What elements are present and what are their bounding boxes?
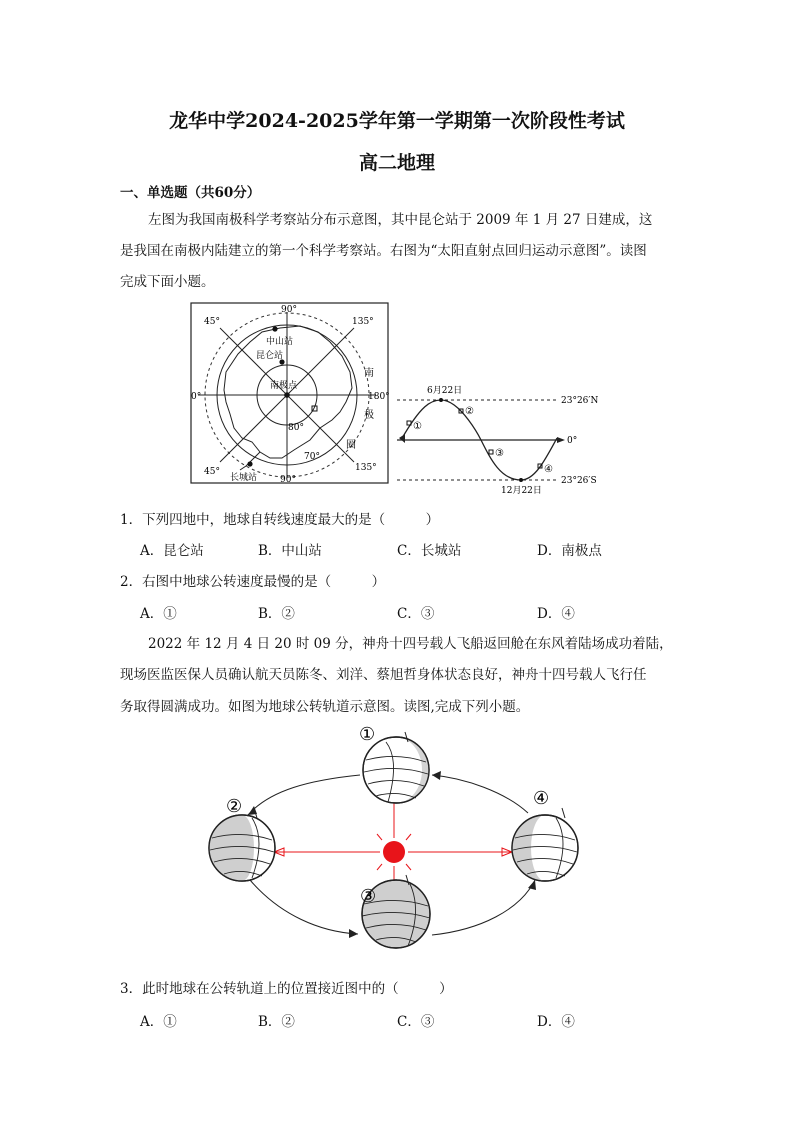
passage2-line2: 现场医监医保人员确认航天员陈冬、刘洋、蔡旭哲身体状态良好，神舟十四号载人飞行任 [120, 667, 647, 683]
map-label-south-pole: 南极点 [270, 381, 298, 391]
map-label-135-tr: 135° [352, 317, 374, 327]
map-label-90-top: 90° [281, 305, 297, 315]
wave-label-june: 6月22日 [427, 386, 463, 396]
passage2-line1: 2022 年 12 月 4 日 20 时 09 分，神舟十四号载人飞船返回舱在东风着陆场成功着陆， [148, 636, 673, 652]
sun-direct-point-diagram [395, 380, 605, 498]
question-2-option-d[interactable]: D．④ [537, 606, 575, 622]
question-2-stem: 2．右图中地球公转速度最慢的是（ ） [120, 574, 386, 590]
passage2-line3: 务取得圆满成功。如图为地球公转轨道示意图。读图,完成下列小题。 [120, 699, 530, 715]
antarctica-station-map [190, 302, 390, 484]
passage1-line2: 是我国在南极内陆建立的第一个科学考察站。右图为“太阳直射点回归运动示意图”。读图 [120, 243, 647, 259]
question-1-option-b[interactable]: B．中山站 [258, 543, 322, 559]
earth-position-2 [209, 808, 275, 881]
question-1-option-d[interactable]: D．南极点 [537, 543, 602, 559]
question-3-stem: 3．此时地球在公转轨道上的位置接近图中的（ ） [120, 981, 453, 997]
wave-point-4: ④ [544, 464, 553, 475]
map-label-circle-1: 南 [364, 368, 374, 379]
wave-point-1: ① [413, 421, 422, 432]
map-label-zhongshan: 中山站 [266, 337, 294, 347]
question-1-stem: 1．下列四地中，地球自转线速度最大的是（ ） [120, 512, 440, 528]
question-1-option-a[interactable]: A．昆仑站 [140, 543, 204, 559]
sun-icon [383, 841, 405, 863]
question-2-option-c[interactable]: C．③ [397, 606, 435, 622]
orbit-label-4: ④ [533, 788, 550, 809]
wave-label-lat-n: 23°26′N [561, 396, 599, 406]
question-3-option-b[interactable]: B．② [258, 1014, 295, 1030]
question-3-option-d[interactable]: D．④ [537, 1014, 575, 1030]
orbit-label-1: ① [359, 724, 376, 745]
changcheng-dot [247, 461, 252, 466]
earth-orbit-diagram [200, 720, 590, 970]
map-label-lat70: 70° [304, 452, 320, 462]
map-label-changcheng: 长城站 [230, 473, 258, 483]
question-1-option-c[interactable]: C．长城站 [397, 543, 462, 559]
page-title: 龙华中学2024-2025学年第一学期第一次阶段性考试 [169, 110, 625, 132]
map-label-kunlun: 昆仑站 [256, 351, 284, 361]
question-2-option-b[interactable]: B．② [258, 606, 295, 622]
map-label-circle-2: 极 [364, 410, 374, 421]
question-3-option-c[interactable]: C．③ [397, 1014, 435, 1030]
zhongshan-dot [272, 326, 277, 331]
south-pole-dot [284, 392, 290, 398]
wave-point-3: ③ [495, 448, 504, 459]
map-label-circle-3: 圈 [346, 440, 356, 451]
wave-label-lat-s: 23°26′S [561, 476, 597, 486]
wave-point-2: ② [465, 406, 474, 417]
earth-position-4 [512, 808, 578, 881]
map-label-180: 180° [368, 392, 390, 402]
page-subtitle: 高二地理 [358, 152, 435, 174]
map-label-90-bottom: 90° [280, 475, 296, 484]
wave-label-dec: 12月22日 [501, 486, 542, 496]
orbit-label-3: ③ [360, 886, 377, 907]
question-3-option-a[interactable]: A．① [140, 1014, 177, 1030]
passage1-line1: 左图为我国南极科学考察站分布示意图，其中昆仑站于 2009 年 1 月 27 日建成，这 [148, 212, 653, 228]
section-heading: 一、单选题（共60分） [120, 185, 261, 201]
map-label-45-bl: 45° [204, 467, 220, 477]
wave-label-equator: 0° [567, 436, 578, 446]
map-label-45-tl: 45° [204, 317, 220, 327]
map-label-135-br: 135° [355, 463, 377, 473]
map-label-lat80: 80° [288, 423, 304, 433]
orbit-label-2: ② [226, 796, 243, 817]
map-label-0: 0° [191, 392, 202, 402]
passage1-line3: 完成下面小题。 [120, 274, 215, 290]
question-2-option-a[interactable]: A．① [140, 606, 177, 622]
